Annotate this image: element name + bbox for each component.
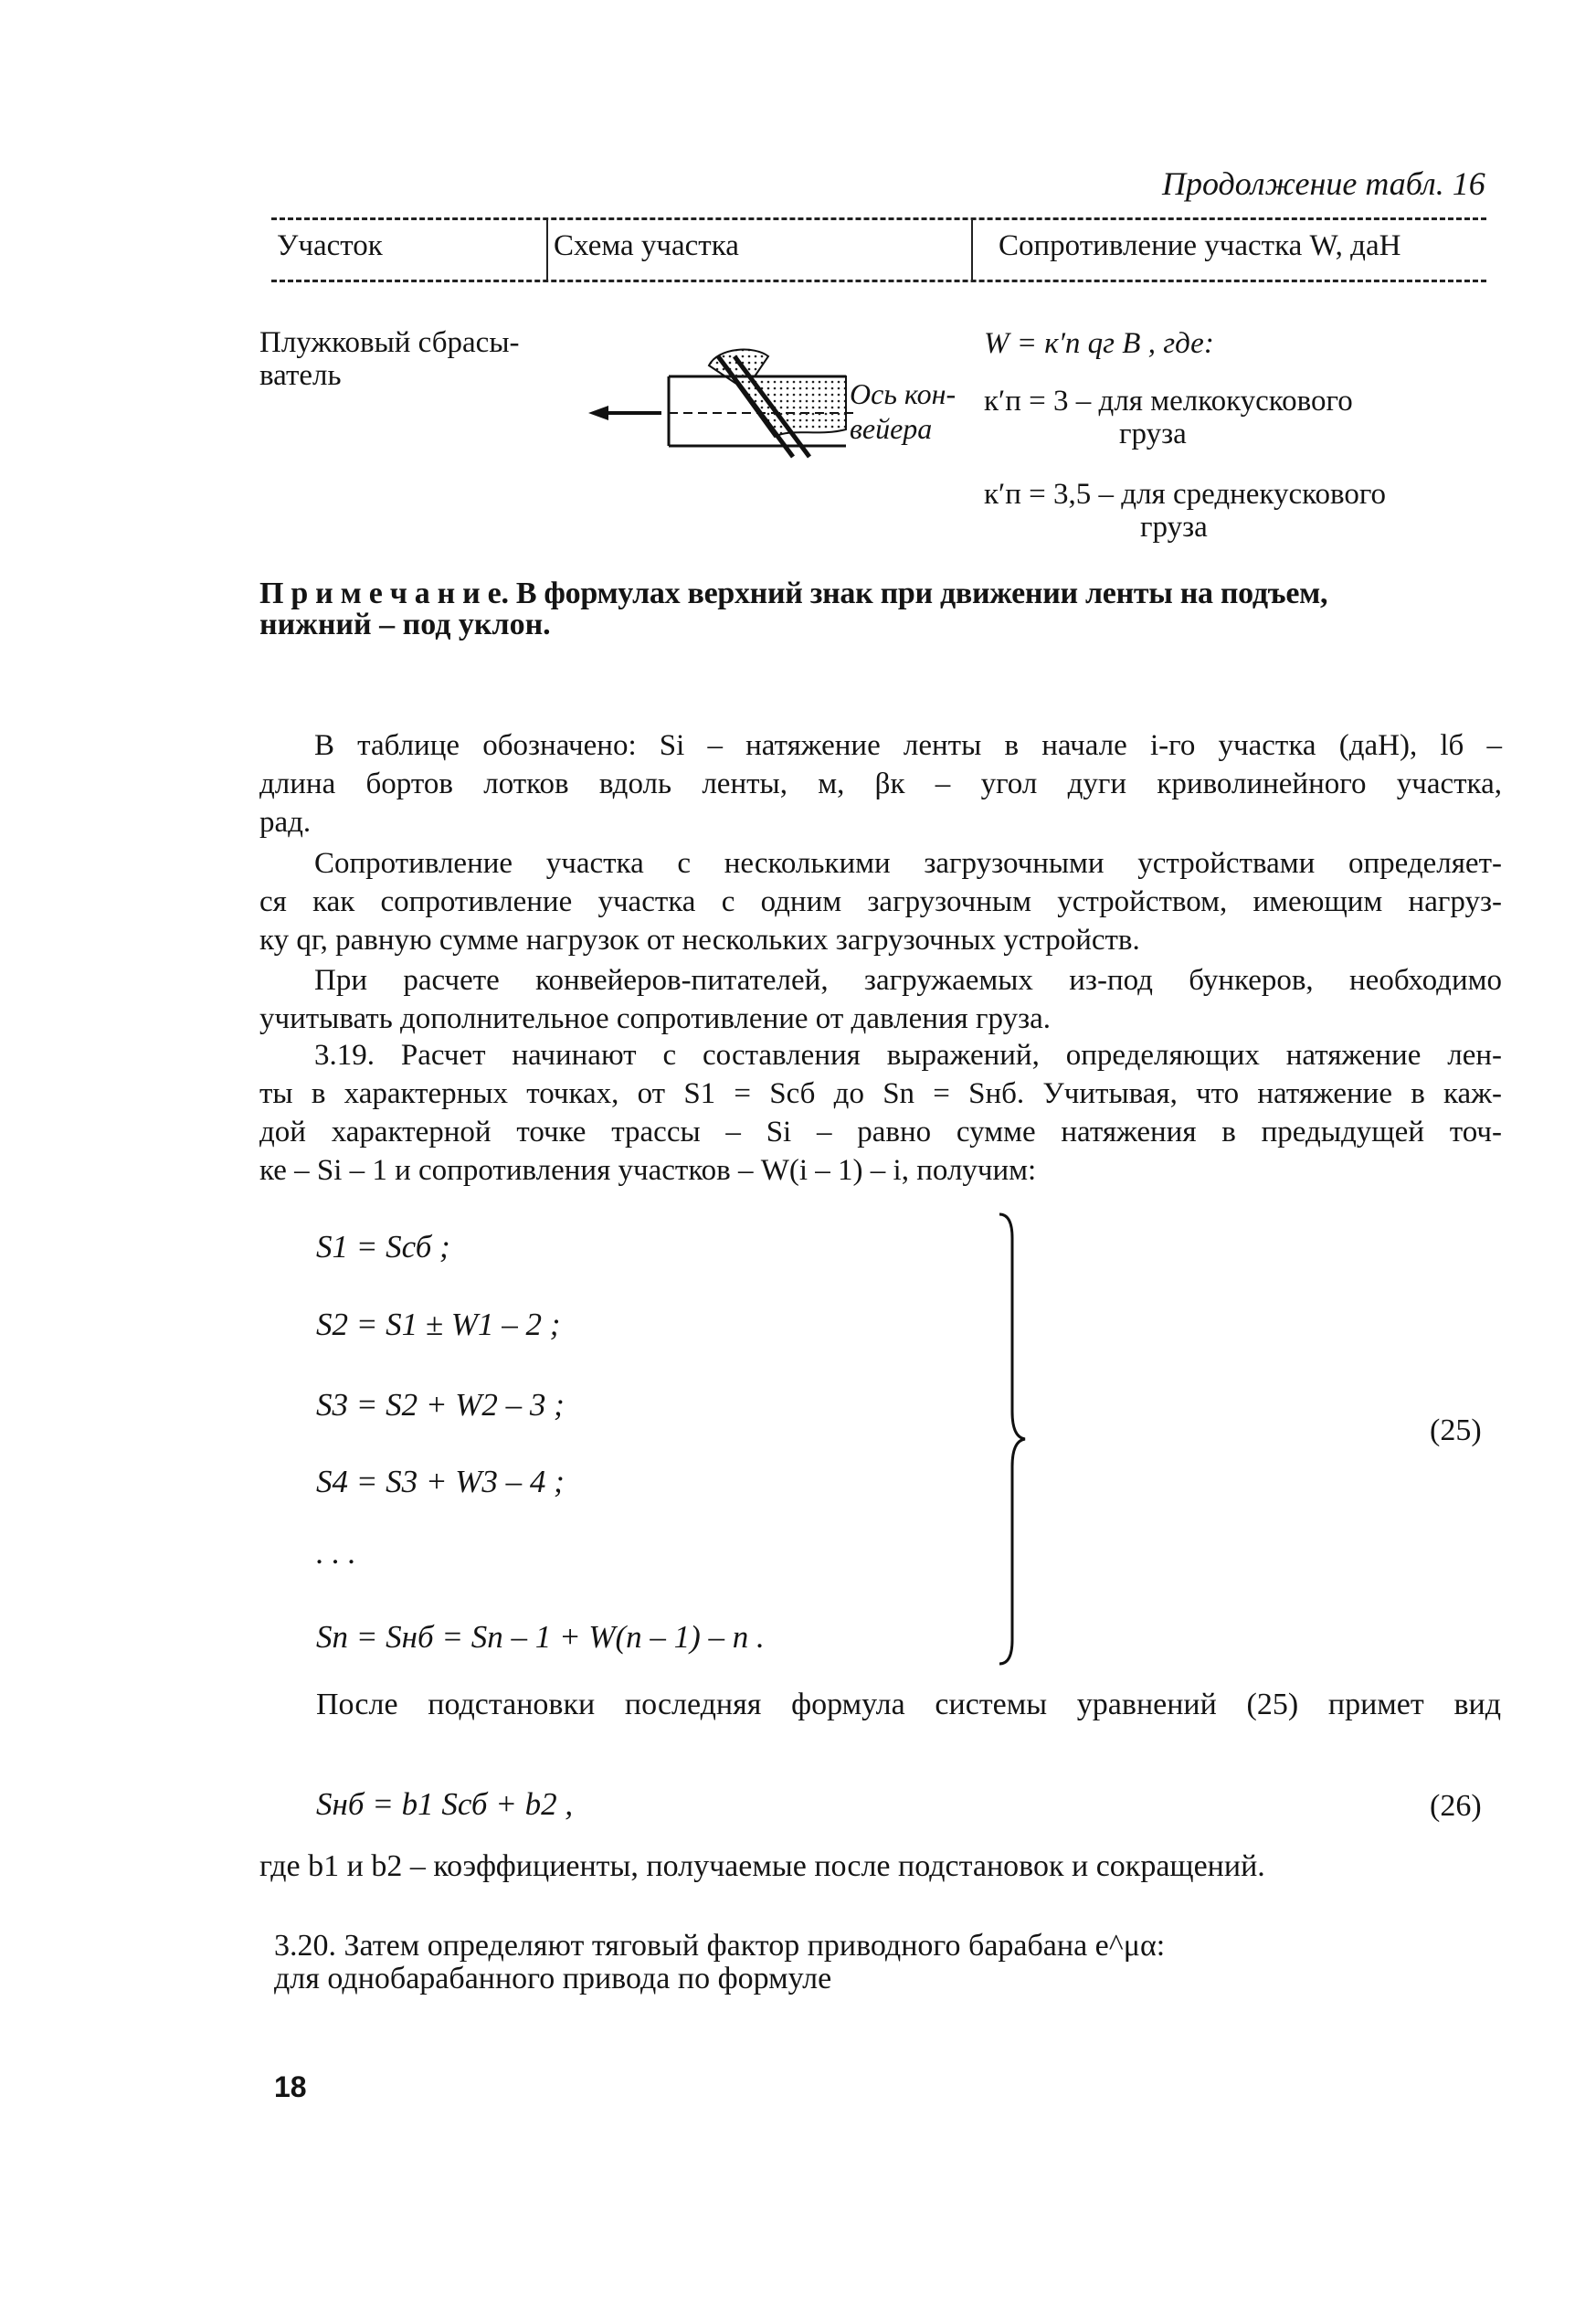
paragraph-multiple-loaders-line: Сопротивление участка с несколькими загрузочными устройствами определяет- <box>314 847 1502 880</box>
table-top-rule <box>271 217 1486 220</box>
equation-s2: S2 = S1 ± W1 – 2 ; <box>316 1307 561 1342</box>
equation-26: Sнб = b1 Sсб + b2 , <box>316 1786 574 1822</box>
paragraph-feeder-conveyors-line: При расчете конвейеров-питателей, загружаемых из-под бункеров, необходимо <box>314 964 1502 997</box>
table-note-line1: П р и м е ч а н и е. В формулах верхний знак при движении ленты на подъем, <box>259 577 1328 610</box>
diagram-label-axis-line2: вейера <box>850 412 933 445</box>
diagram-label-axis-line1: Ось кон- <box>850 377 957 410</box>
equation-s1: S1 = Sсб ; <box>316 1229 450 1265</box>
paragraph-3-19-line: ты в характерных точках, от S1 = Sсб до Sn = Sнб. Учитывая, что натяжение в каж- <box>259 1077 1502 1110</box>
equation-ellipsis: . . . <box>316 1535 356 1571</box>
paragraph-3-20-line2: для однобарабанного привода по формуле <box>274 1962 832 1995</box>
paragraph-notation-line: длина бортов лотков вдоль ленты, м, βк – угол дуги криволинейного участка, <box>259 767 1502 800</box>
paragraph-notation <box>259 726 1502 842</box>
paragraph-notation-line: В таблице обозначено: Si – натяжение ленты в начале i-го участка (даН), lб – <box>314 729 1502 762</box>
table-column-divider-2 <box>971 217 973 280</box>
equation-sn: Sn = Sнб = Sn – 1 + W(n – 1) – n . <box>316 1619 765 1655</box>
coefficient-fine-lump-cont: груза <box>1119 418 1187 450</box>
resistance-formula: W = к′п qг B , где: <box>984 327 1214 360</box>
equation-number-25: (25) <box>1430 1413 1482 1447</box>
paragraph-after-substitution: После подстановки последняя формула системы уравнений (25) примет вид <box>316 1688 1501 1721</box>
page-number: 18 <box>274 2070 307 2103</box>
equation-s3: S3 = S2 + W2 – 3 ; <box>316 1387 565 1423</box>
coefficient-medium-lump: к′п = 3,5 – для среднекускового <box>984 478 1387 511</box>
paragraph-multiple-loaders-line: ку qг, равную сумме нагрузок от нескольких загрузочных устройств. <box>259 924 1140 957</box>
paragraph-notation-line: рад. <box>259 806 312 839</box>
table-cell-section-line2: ватель <box>259 359 342 392</box>
table-note-line2: нижний – под уклон. <box>259 608 551 641</box>
paragraph-multiple-loaders-line: ся как сопротивление участка с одним загрузочным устройством, имеющим нагруз- <box>259 885 1502 918</box>
table-header-rule <box>271 280 1486 282</box>
coefficient-fine-lump: к′п = 3 – для мелкокускового <box>984 385 1353 418</box>
paragraph-coefficients: где b1 и b2 – коэффициенты, получаемые после подстановок и сокращений. <box>259 1849 1265 1883</box>
table-header-section: Участок <box>277 229 383 262</box>
coefficient-medium-lump-cont: груза <box>1140 511 1208 544</box>
table-continuation-caption: Продолжение табл. 16 <box>1162 165 1485 202</box>
table-cell-section-line1: Плужковый сбрасы- <box>259 326 520 359</box>
paragraph-3-19-line: 3.19. Расчет начинают с составления выражений, определяющих натяжение лен- <box>314 1039 1502 1072</box>
table-column-divider-1 <box>546 217 548 280</box>
equation-s4: S4 = S3 + W3 – 4 ; <box>316 1464 565 1499</box>
paragraph-feeder-conveyors-line: учитывать дополнительное сопротивление от давления груза. <box>259 1002 1052 1035</box>
paragraph-3-20-line1: 3.20. Затем определяют тяговый фактор приводного барабана e^μα: <box>274 1929 1166 1963</box>
equation-system-brace <box>996 1211 1032 1667</box>
paragraph-3-19-line: ке – Si – 1 и сопротивления участков – W(i – 1) – i, получим: <box>259 1154 1037 1187</box>
paragraph-multiple-loaders <box>259 844 1502 959</box>
paragraph-3-19 <box>259 1036 1502 1190</box>
table-header-resistance: Сопротивление участка W, даН <box>999 229 1401 262</box>
paragraph-3-19-line: дой характерной точке трассы – Si – равно сумме натяжения в предыдущей точ- <box>259 1116 1502 1148</box>
equation-number-26: (26) <box>1430 1789 1482 1823</box>
table-header-scheme: Схема участка <box>554 229 739 262</box>
paragraph-feeder-conveyors <box>259 961 1502 1038</box>
